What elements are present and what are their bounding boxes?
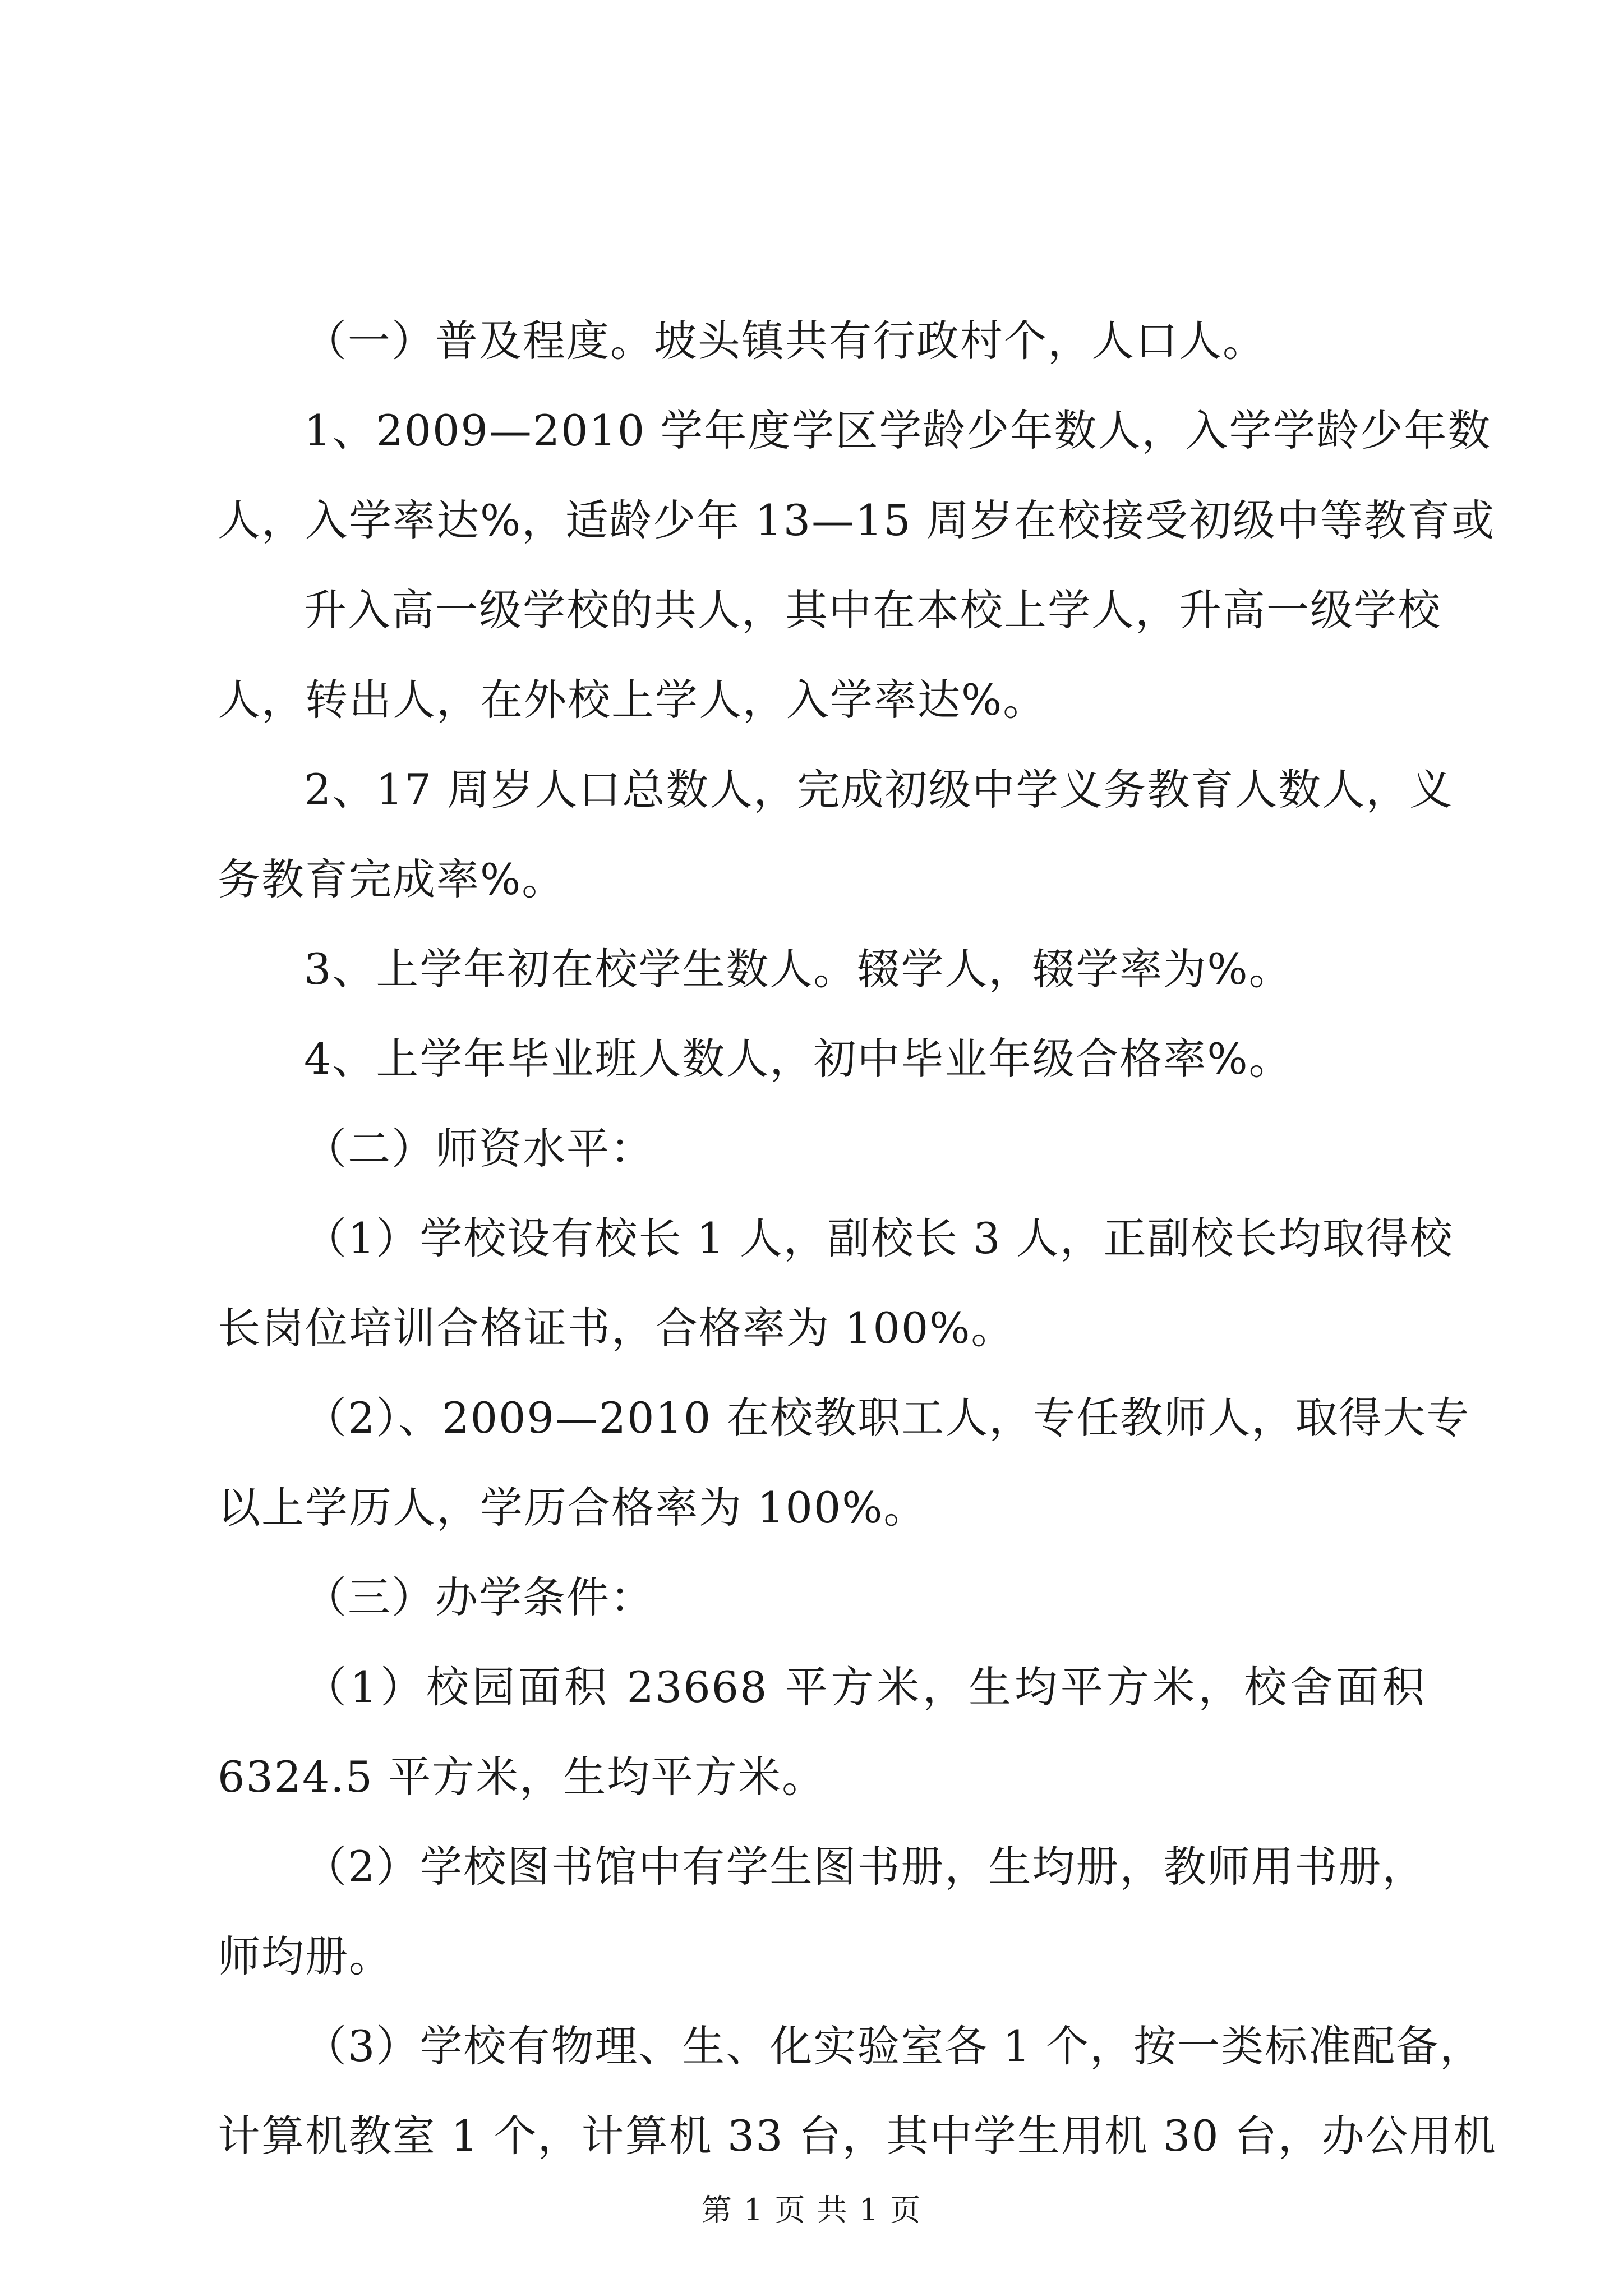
paragraph-line: 长岗位培训合格证书，合格率为 100%。 — [218, 1303, 1015, 1353]
heading-teacher-level: （二）师资水平： — [304, 1124, 654, 1174]
paragraph-line: 4、上学年毕业班人数人，初中毕业年级合格率%。 — [304, 1034, 1293, 1084]
heading-popularization: （一）普及程度。坡头镇共有行政村个，人口人。 — [304, 316, 1266, 366]
paragraph-line: 人，转出人，在外校上学人，入学率达%。 — [218, 675, 1047, 725]
paragraph-line: 计算机教室 1 个，计算机 33 台，其中学生用机 30 台，办公用机 — [218, 2111, 1497, 2161]
paragraph-line: （1）校园面积 23668 平方米，生均平方米，校舍面积 — [304, 1662, 1426, 1712]
paragraph-line: 人，入学率达%，适龄少年 13—15 周岁在校接受初级中等教育或 — [218, 495, 1495, 545]
heading-school-conditions: （三）办学条件： — [304, 1572, 654, 1622]
paragraph-line: 升入高一级学校的共人，其中在本校上学人，升高一级学校 — [304, 585, 1441, 635]
paragraph-line: 师均册。 — [218, 1931, 393, 1981]
paragraph-line: 务教育完成率%。 — [218, 854, 566, 904]
paragraph-line: （2）、2009—2010 在校教职工人，专任教师人，取得大专 — [304, 1393, 1470, 1443]
paragraph-line: （2）学校图书馆中有学生图书册，生均册，教师用书册， — [304, 1842, 1426, 1892]
paragraph-line: 以上学历人，学历合格率为 100%。 — [218, 1483, 928, 1533]
paragraph-line: 2、17 周岁人口总数人，完成初级中学义务教育人数人，义 — [304, 765, 1454, 815]
paragraph-line: （3）学校有物理、生、化实验室各 1 个，按一类标准配备， — [304, 2021, 1484, 2071]
paragraph-line: 6324.5 平方米，生均平方米。 — [218, 1752, 826, 1802]
paragraph-line: 1、2009—2010 学年度学区学龄少年数人，入学学龄少年数 — [304, 406, 1492, 455]
paragraph-line: 3、上学年初在校学生数人。辍学人，辍学率为%。 — [304, 944, 1293, 994]
page-number-footer: 第 1 页 共 1 页 — [701, 2192, 922, 2228]
paragraph-line: （1）学校设有校长 1 人，副校长 3 人，正副校长均取得校 — [304, 1213, 1454, 1263]
